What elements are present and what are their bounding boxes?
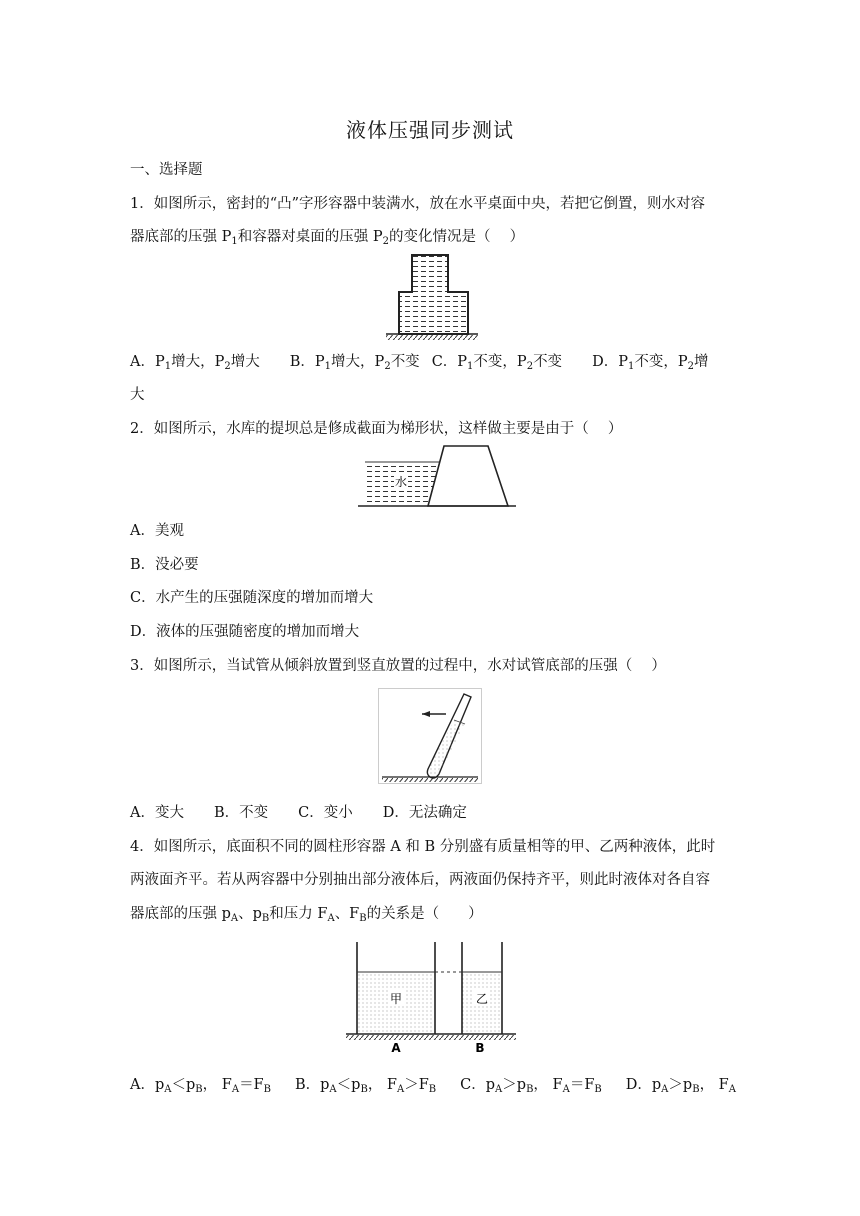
q2-figure	[358, 444, 518, 510]
q3-option-d[interactable]: D．无法确定	[382, 805, 467, 821]
q2-option-b[interactable]: B．没必要	[130, 557, 199, 573]
q1-stem-line1: 1．如图所示，密封的“凸”字形容器中装满水，放在水平桌面中央，若把它倒置，则水对容	[130, 196, 706, 212]
q3-options	[130, 801, 467, 822]
page-title: 液体压强同步测试	[346, 118, 514, 142]
q1-options	[130, 350, 708, 372]
q4-options	[130, 1073, 736, 1095]
q1-option-d[interactable]: D．$P_1$不变，$P_2$增	[592, 354, 709, 372]
q1-option-c[interactable]: C．$P_1$不变，$P_2$不变	[431, 354, 563, 372]
q4-option-c[interactable]: C．$p_A>p_B$， $F_A=F_B$	[460, 1077, 602, 1095]
q4-label-b: B	[475, 1041, 485, 1055]
q4-stem-line3: 器底部的压强 $p_A$、$p_B$和压力 $F_A$、$F_B$的关系是（ ）	[130, 906, 483, 924]
q4-label-a: A	[391, 1041, 401, 1055]
q3-option-b[interactable]: B．不变	[213, 805, 269, 821]
q1-stem-line2: 器底部的压强 $P_1$和容器对桌面的压强 $P_2$的变化情况是（ ）	[130, 229, 525, 247]
q3-figure	[378, 688, 482, 784]
q4-stem-line1: 4．如图所示，底面积不同的圆柱形容器 A 和 B 分别盛有质量相等的甲、乙两种液体，此时	[130, 839, 716, 855]
q1-option-b[interactable]: B．$P_1$增大，$P_2$不变	[289, 354, 420, 372]
q3-option-a[interactable]: A．变大	[130, 805, 184, 821]
q4-option-a[interactable]: A．$p_A<p_B$， $F_A=F_B$	[130, 1077, 271, 1095]
q3-stem: 3．如图所示，当试管从倾斜放置到竖直放置的过程中，水对试管底部的压强（ ）	[130, 658, 666, 674]
q1-option-d-wrap: 大	[130, 387, 145, 403]
q4-label-jia: 甲	[389, 992, 403, 1006]
q2-stem: 2．如图所示，水库的提坝总是修成截面为梯形状，这样做主要是由于（ ）	[130, 421, 623, 437]
q4-option-d[interactable]: D．$p_A>p_B$， $F_A$	[625, 1077, 736, 1095]
section-heading: 一、选择题	[130, 162, 203, 178]
q2-option-c[interactable]: C．水产生的压强随深度的增加而增大	[130, 590, 374, 606]
q4-label-yi: 乙	[475, 992, 489, 1006]
q2-option-d[interactable]: D．液体的压强随密度的增加而增大	[130, 624, 360, 640]
q2-option-a[interactable]: A．美观	[130, 523, 184, 539]
q4-figure	[346, 942, 518, 1056]
q4-option-b[interactable]: B．$p_A<p_B$， $F_A>F_B$	[294, 1077, 437, 1095]
q4-stem-line2: 两液面齐平。若从两容器中分别抽出部分液体后，两液面仍保持齐平，则此时液体对各自容	[130, 872, 710, 888]
q3-option-c[interactable]: C．变小	[298, 805, 353, 821]
q1-figure	[380, 254, 480, 342]
q2-figure-label: 水	[394, 475, 408, 489]
q1-option-a[interactable]: A．$P_1$增大，$P_2$增大	[130, 354, 260, 372]
